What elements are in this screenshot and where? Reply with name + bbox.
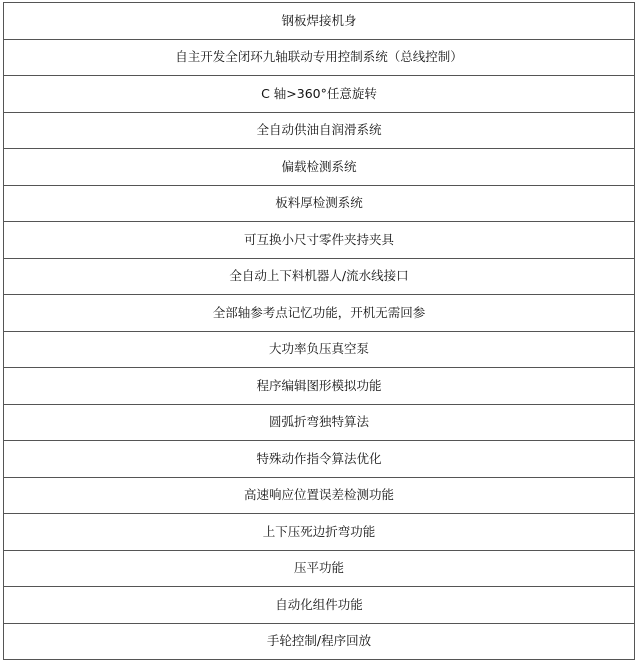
table-row — [4, 368, 635, 405]
feature-cell: 高速响应位置误差检测功能 — [4, 477, 635, 514]
table-row — [4, 404, 635, 441]
table-row — [4, 39, 635, 76]
table-row — [4, 185, 635, 222]
table-row — [4, 295, 635, 332]
table-row — [4, 477, 635, 514]
table-row — [4, 550, 635, 587]
table-row — [4, 258, 635, 295]
feature-cell: 全自动供油自润滑系统 — [4, 112, 635, 149]
feature-cell: 钢板焊接机身 — [4, 3, 635, 40]
feature-cell: 全部轴参考点记忆功能，开机无需回参 — [4, 295, 635, 332]
table-row — [4, 514, 635, 551]
table-row — [4, 587, 635, 624]
feature-cell: 可互换小尺寸零件夹持夹具 — [4, 222, 635, 259]
feature-cell: 上下压死边折弯功能 — [4, 514, 635, 551]
feature-cell: 自主开发全闭环九轴联动专用控制系统（总线控制） — [4, 39, 635, 76]
table-row — [4, 441, 635, 478]
feature-cell: 手轮控制/程序回放 — [4, 623, 635, 660]
feature-cell: 全自动上下料机器人/流水线接口 — [4, 258, 635, 295]
table-row — [4, 623, 635, 660]
feature-cell: 自动化组件功能 — [4, 587, 635, 624]
table-row — [4, 222, 635, 259]
feature-table — [3, 2, 635, 660]
table-row — [4, 331, 635, 368]
feature-cell: 特殊动作指令算法优化 — [4, 441, 635, 478]
feature-cell: 板料厚检测系统 — [4, 185, 635, 222]
table-row — [4, 3, 635, 40]
feature-cell: 程序编辑图形模拟功能 — [4, 368, 635, 405]
feature-cell: 压平功能 — [4, 550, 635, 587]
feature-cell: 圆弧折弯独特算法 — [4, 404, 635, 441]
table-row — [4, 112, 635, 149]
feature-cell: 偏载检测系统 — [4, 149, 635, 186]
feature-cell: 大功率负压真空泵 — [4, 331, 635, 368]
table-row — [4, 149, 635, 186]
table-row — [4, 76, 635, 113]
feature-cell: C 轴>360°任意旋转 — [4, 76, 635, 113]
